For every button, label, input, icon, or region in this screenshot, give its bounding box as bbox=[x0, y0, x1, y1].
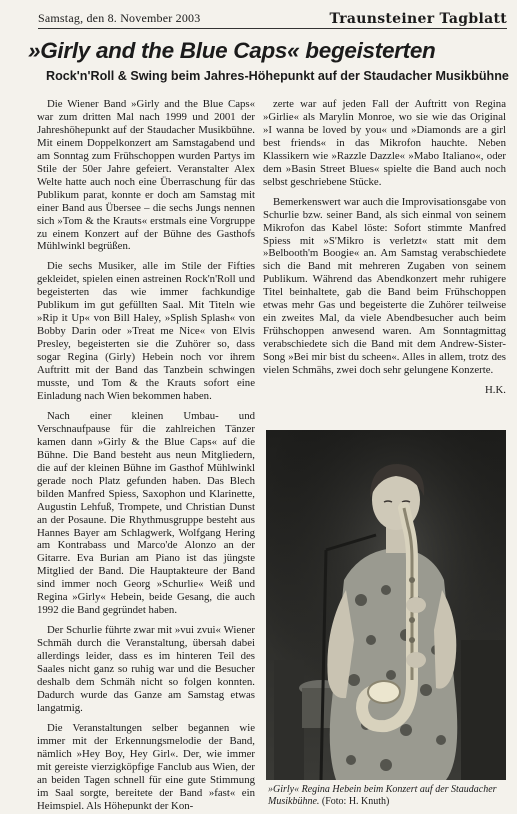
article-paragraph: Die Veranstaltungen selber begannen wie immer mit der Erkennungsmelodie der Band, nämlich »Hey Boy, Hey Girl«. Der, wie immer mit gereiste vierzigköpfige Fanclub aus Wien, der an beiden Tagen schnell für eine gute Stimmung im Saal sorgte, bereitete der Band »fast« ein Heimspiel. Als Höhepunkt der Kon- bbox=[37, 721, 255, 810]
article-paragraph: Nach einer kleinen Umbau- und Verschnaufpause für die zahlreichen Tänzer kamen dann »Girly & the Blue Caps« auf die Bühne. Die Band besteht aus neun Mitgliedern, die auf der kleinen Bühne im Gasthof Mühlwinkl gerade noch Platz gefunden haben. Das Blech bilden Manfred Spiess, Saxophon und Klarinette, Augustin Lehfuß, Trompete, und Christian Dunst an der Posaune. Die Rhythmusgruppe besteht aus Hannes Bayer am Schlagwerk, Wolfgang Hering am Kontrabass und Marco'de Alonzo an der Gitarre. Eva Burian am Piano ist das jüngste Mitglied der Band. Die Hauptakteure der Band sind immer noch Georg »Schurlie« Weiß und Regina »Girly« Hebein, beide Gesang, die auch 1992 die Band gegründet haben. bbox=[37, 409, 255, 617]
article-column-left bbox=[37, 98, 255, 810]
article-paragraph: Der Schurlie führte zwar mit »vui zvui« Wiener Schmäh durch die Veranstaltung, übersah dabei allerdings leider, dass es im hinteren Teil des Saales nicht ganz so ruhig war und die Besucher deshalb dem Schmäh nicht so folgen konnten. Dadurch wurde das Ganze am Samstag etwas langatmig. bbox=[37, 624, 255, 714]
photo-caption bbox=[268, 784, 508, 807]
photo-caption-text: »Girly« Regina Hebein beim Konzert auf der Staudacher Musikbühne. bbox=[268, 784, 497, 807]
article-column-right bbox=[263, 98, 506, 428]
concert-photo bbox=[266, 430, 506, 780]
article-paragraph: Die sechs Musiker, alle im Stile der Fifties gekleidet, spielen einen astreinen Rock'n'Roll und begeisterten das wie immer fachkundige Publikum im gut gefüllten Saal. Mit Titeln wie »Rip it Up« von Bill Haley, »Splish Splash« von Bobby Darin oder »Treat me Nice« von Elvis Presley, begeisterten sie die Zuhörer so, dass sogar Regina (Girly) Hebein noch vor ihrem Auftritt mit der Band das Tanzbein schwingen musste, und Tom & the Krauts sofort eine Einladung nach Wien bekommen haben. bbox=[37, 260, 255, 402]
article-subhead: Rock'n'Roll & Swing beim Jahres-Höhepunkt auf der Staudacher Musikbühne bbox=[46, 69, 509, 83]
newspaper-name: Traunsteiner Tagblatt bbox=[329, 11, 507, 27]
article-paragraph: Die Wiener Band »Girly and the Blue Caps« war zum dritten Mal nach 1999 und 2001 der Jahreshöhepunkt auf der Staudacher Musikbühne. Mit einem Doppelkonzert am Samstagabend und am Sonntag zum Frühschoppen wurden Partys im Stile der 50er Jahre gefeiert. Veranstalter Alex Welte hatte auch noch eine Überraschung für das Publikum parat, konnte er doch am Samstag mit einer Band aus Übersee – die sechs Jungs nennen sich »Tom & the Krauts« erstmals eine Vorgruppe zu einem Konzert auf der Bühne des Gasthofs Mühlwinkl begrüßen. bbox=[37, 98, 255, 253]
article-paragraph: Bemerkenswert war auch die Improvisationsgabe von Schurlie bzw. seiner Band, als sich einmal von seinem Mikrofon das Kabel löste: Sofort stimmte Manfred Spiess mit »S'Mikro is verletzt« statt mit dem »Belbooth'm Boogie« an. Am Samstag verabschiedete sich die Band mit mehreren Zugaben von seinem Publikum. Während das Abendkonzert mehr ruhigere Titel beinhaltete, gab die Band beim Frühschoppen etwas mehr Gas und begeisterte die Zuhörer teilweise ein zweites Mal, da viele Abendbesucher auch beim Frühschoppen anwesend waren. Am Sonntagmittag verabschiedete sich die Band mit dem Andrew-Sister-Song »Bei mir bist du scheen«. Alles in allem, trotz des vielen Schmähs, zwei doch sehr gelungene Konzerte. bbox=[263, 195, 506, 377]
photo-credit: (Foto: H. Knuth) bbox=[321, 795, 390, 807]
issue-date: Samstag, den 8. November 2003 bbox=[38, 11, 201, 25]
masthead bbox=[38, 10, 507, 29]
saxophonist-illustration bbox=[266, 430, 506, 780]
article-headline: »Girly and the Blue Caps« begeisterten bbox=[28, 38, 436, 63]
article-paragraph: zerte war auf jeden Fall der Auftritt von Regina »Girlie« als Marylin Monroe, wo sie wie das Original »I wanna be loved by you« und »Diamonds are a girl best friends« in das Mikrofon hauchte. Neben Klassikern wie »Razzle Dazzle« »Mabo Italiano«, oder dem »Basin Street Blues« spielte die Band auch noch selbst geschriebene Stücke. bbox=[263, 98, 506, 188]
author-signature: H.K. bbox=[485, 384, 506, 397]
